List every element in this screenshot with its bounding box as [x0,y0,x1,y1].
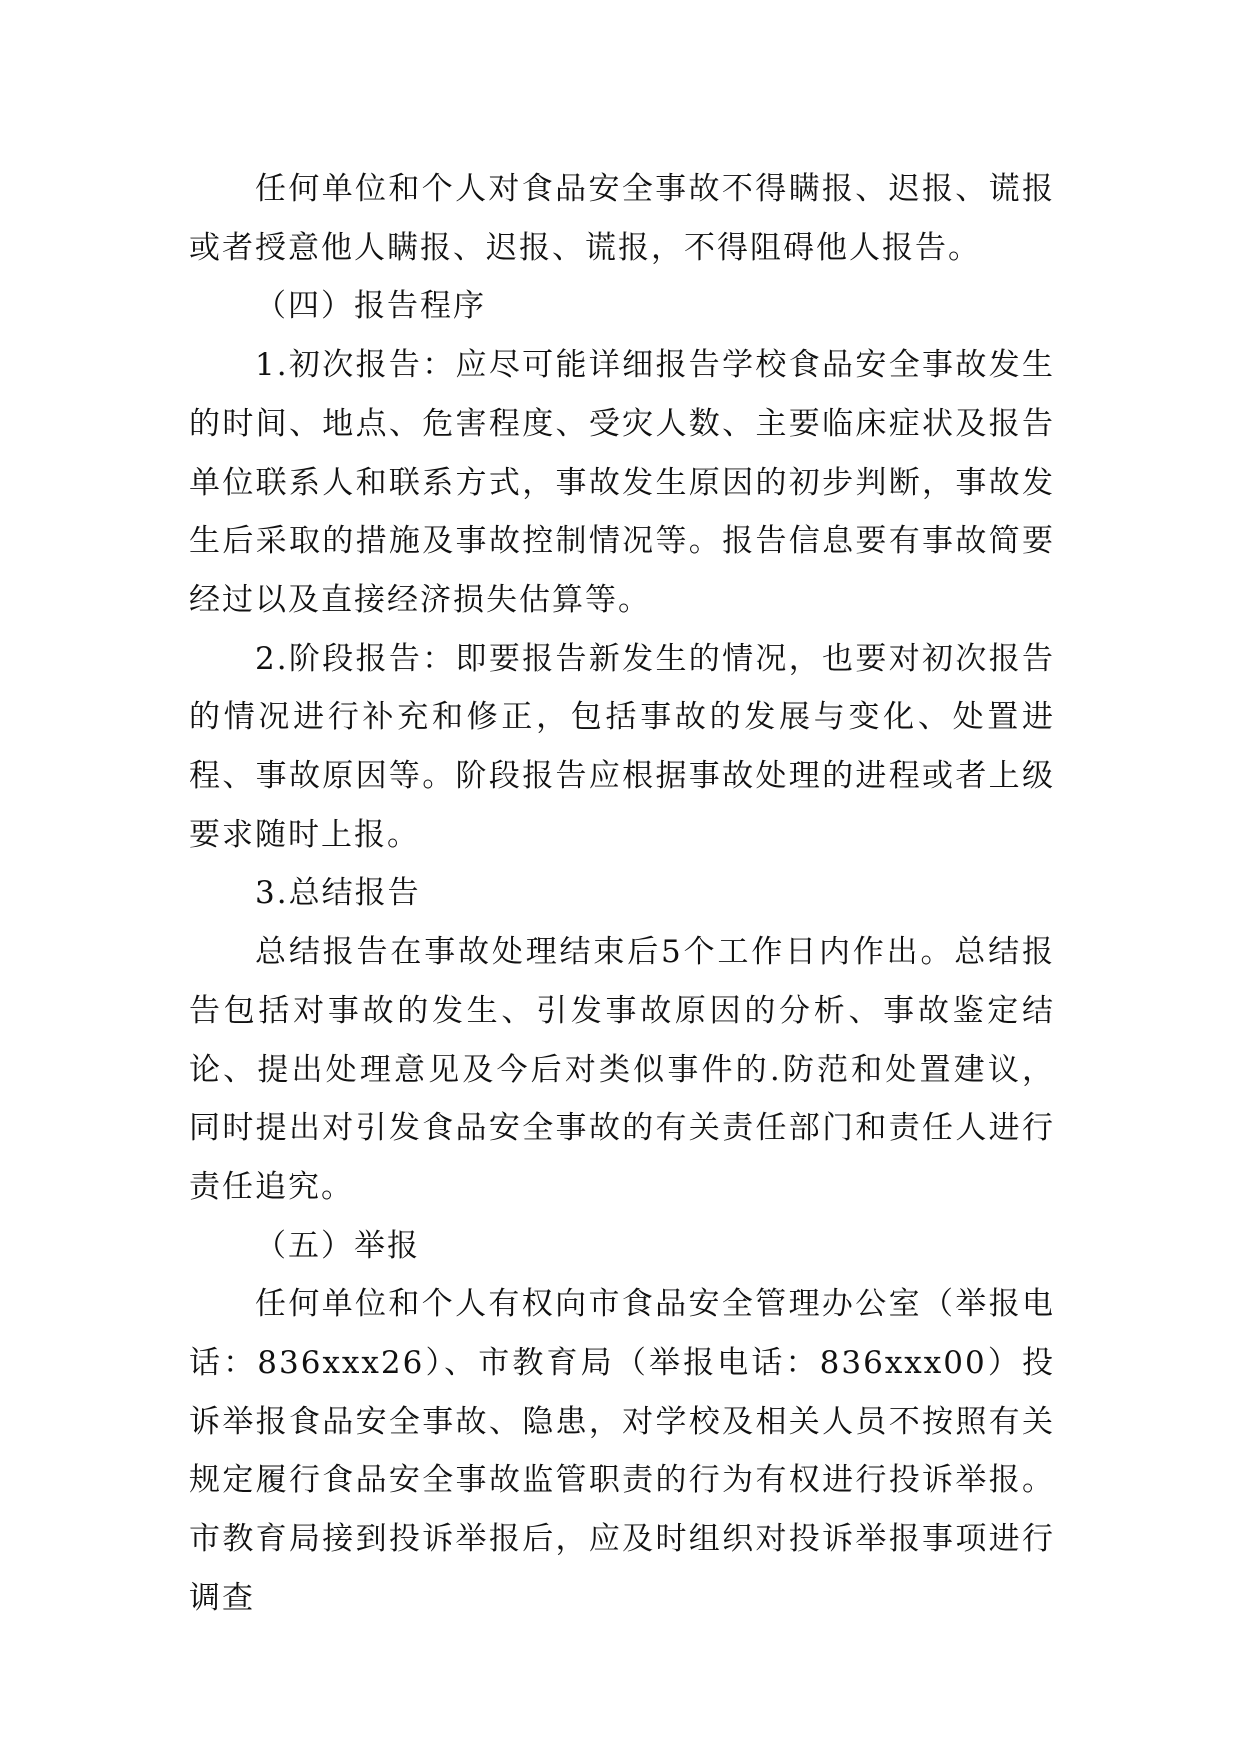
paragraph-complaint-reporting: 任何单位和个人有权向市食品安全管理办公室（举报电话：836xxx26）、市教育局（举报电话：836xxx00）投诉举报食品安全事故、隐患，对学校及相关人员不按照有关规定履行食品安全事故监管职责的行为有权进行投诉举报。市教育局接到投诉举报后，应及时组织对投诉举报事项进行调查 [189,1286,1055,1616]
paragraph-summary-report: 总结报告在事故处理结束后5个工作日内作出。总结报告包括对事故的发生、引发事故原因的分析、事故鉴定结论、提出处理意见及今后对类似事件的.防范和处置建议，同时提出对引发食品安全事故的有关责任部门和责任人进行责任追究。 [189,934,1055,1205]
section-heading-report-procedure: （四）报告程序 [255,288,486,325]
paragraph-stage-report: 2.阶段报告：即要报告新发生的情况，也要对初次报告的情况进行补充和修正，包括事故的发展与变化、处置进程、事故原因等。阶段报告应根据事故处理的进程或者上级要求随时上报。 [189,640,1055,853]
paragraph-initial-report: 1.初次报告：应尽可能详细报告学校食品安全事故发生的时间、地点、危害程度、受灾人数、主要临床症状及报告单位联系人和联系方式，事故发生原因的初步判断，事故发生后采取的措施及事故控制情况等。报告信息要有事故简要经过以及直接经济损失估算等。 [189,347,1055,618]
document-body [189,160,1055,1628]
paragraph-report-obligation: 任何单位和个人对食品安全事故不得瞒报、迟报、谎报或者授意他人瞒报、迟报、谎报，不得阻碍他人报告。 [189,171,1055,266]
section-heading-reporting: （五）举报 [255,1227,420,1264]
subheading-summary-report: 3.总结报告 [255,875,421,912]
